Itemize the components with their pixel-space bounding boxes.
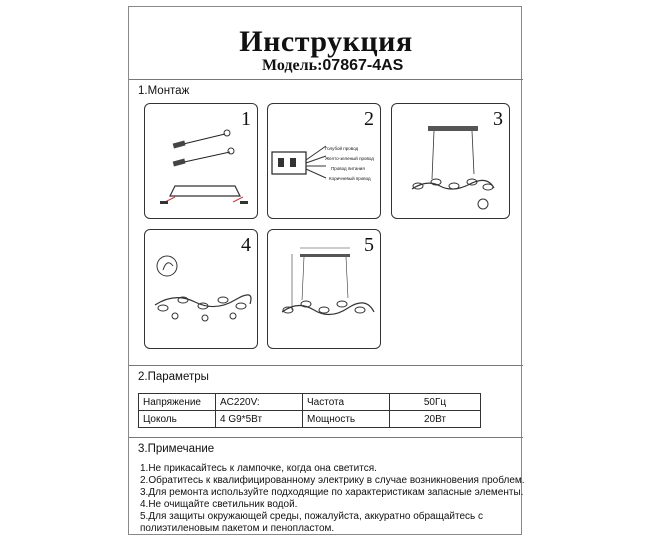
panel-number: 4 (241, 234, 251, 256)
panel-5-dimensions (267, 229, 381, 349)
wire-label: Коричневый провод (329, 176, 371, 181)
table-row (139, 411, 481, 428)
note-line: 5.Для защиты окружающей среды, пожалуйста, аккуратно обращайтесь с (140, 511, 484, 522)
dimensions-drawing (268, 230, 380, 348)
model-value: 07867-4AS (322, 57, 404, 74)
note-line: 3.Для ремонта используйте подходящие по характеристикам запасные элементы. (140, 487, 524, 498)
panel-number: 2 (364, 108, 374, 130)
table-cell: 50Гц (390, 394, 481, 411)
panel-number: 1 (241, 108, 251, 130)
table-cell: AC220V: (216, 394, 303, 411)
panel-2-wiring (267, 103, 381, 219)
table-cell: 20Вт (390, 411, 481, 428)
fixture-drawing (392, 104, 509, 218)
panel-4-bulb-install (144, 229, 258, 349)
bulb-install-diagram (145, 230, 257, 348)
table-cell: Мощность (303, 411, 390, 428)
wire-labels (325, 144, 374, 184)
wire-label: Голубой провод (325, 146, 359, 151)
panel-3-assembled-fixture (391, 103, 510, 219)
note-line: 1.Не прикасайтесь к лампочке, когда она светится. (140, 463, 377, 474)
panel-1-ceiling-mount (144, 103, 258, 219)
note-line: 4.Не очищайте светильник водой. (140, 499, 298, 510)
params-table (138, 393, 481, 428)
instruction-sheet (128, 6, 525, 535)
section-params-heading: 2.Параметры (138, 371, 209, 383)
panel-number: 5 (364, 234, 374, 256)
wire-label: Желто-зеленый провод (325, 156, 374, 161)
table-row (139, 394, 481, 411)
table-cell: 4 G9*5Вт (216, 411, 303, 428)
mounting-screws-diagram (145, 104, 257, 218)
wire-label: Провод питания (331, 166, 365, 171)
section-notes-heading: 3.Примечание (138, 443, 215, 455)
note-line: 2.Обратитесь к квалифицированному электрику в случае возникновения проблем. (140, 475, 525, 486)
table-cell: Цоколь (139, 411, 216, 428)
document-title: Инструкция (239, 25, 413, 58)
note-line: полиэтиленовым пакетом и пенопластом. (140, 523, 335, 534)
table-cell: Напряжение (139, 394, 216, 411)
model-line (262, 57, 403, 75)
divider (129, 79, 523, 80)
divider (129, 437, 523, 438)
table-cell: Частота (303, 394, 390, 411)
model-label: Модель: (262, 57, 323, 74)
section-mount-heading: 1.Монтаж (138, 85, 190, 97)
panel-number: 3 (493, 108, 503, 130)
divider (129, 365, 523, 366)
